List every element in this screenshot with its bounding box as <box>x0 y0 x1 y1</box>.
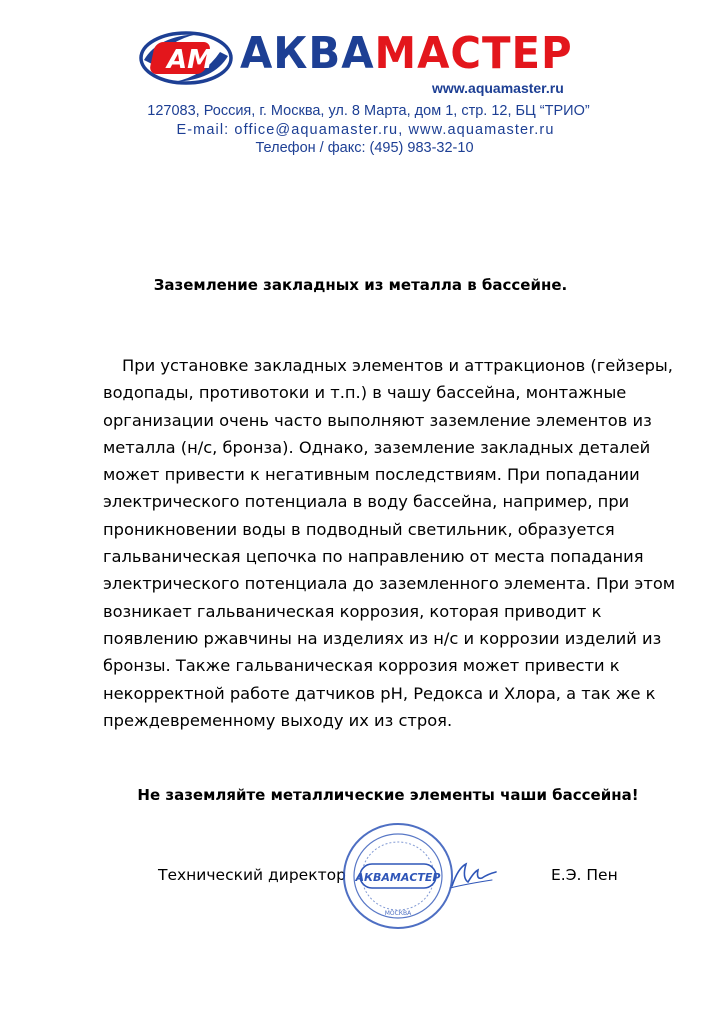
phone-line: Телефон / факс: (495) 983-32-10 <box>255 140 474 156</box>
brand-url: www.aquamaster.ru <box>432 80 564 96</box>
paragraph-line: бронзы. Также гальваническая коррозия может привести к <box>103 656 620 676</box>
brand-part-2: МАСТЕР <box>374 28 573 79</box>
company-logo-icon <box>138 30 234 86</box>
handwritten-signature-icon <box>448 858 500 892</box>
paragraph-line: электрического потенциала до заземленного элемента. При этом <box>103 574 676 594</box>
paragraph-line: может привести к негативным последствиям. При попадании <box>103 465 640 485</box>
brand-part-1: АКВА <box>240 28 375 79</box>
paragraph-line: появлению ржавчины на изделиях из н/с и коррозии изделий из <box>103 628 662 648</box>
brand-name <box>240 28 573 80</box>
document-title: Заземление закладных из металла в бассейне. <box>153 276 568 294</box>
address-line: 127083, Россия, г. Москва, ул. 8 Марта, дом 1, стр. 12, БЦ “ТРИО” <box>147 103 590 119</box>
body-paragraph <box>103 352 676 734</box>
paragraph-line: организации очень часто выполняют заземление элементов из <box>103 410 652 430</box>
stamp-text: АКВАМАСТЕР <box>355 871 441 884</box>
email-line: E-mail: office@aquamaster.ru, www.aquamaster.ru <box>176 122 555 138</box>
paragraph-line: преждевременному выходу их из строя. <box>103 710 453 730</box>
paragraph-line: гальваническая цепочка по направлению от места попадания <box>103 547 644 567</box>
paragraph-line: проникновении воды в подводный светильник, образуется <box>103 519 615 539</box>
paragraph-line: При установке закладных элементов и аттракционов (гейзеры, <box>122 356 673 375</box>
emblem-text: АМ <box>167 45 213 75</box>
stamp-ring-text: МОСКВА <box>384 910 412 917</box>
signer-role: Технический директор <box>158 866 346 884</box>
warning-text: Не заземляйте металлические элементы чаши бассейна! <box>137 786 639 804</box>
paragraph-line: некорректной работе датчиков рН, Редокса и Хлора, а так же к <box>103 683 656 703</box>
company-stamp-icon <box>340 820 456 932</box>
paragraph-line: металла (н/с, бронза). Однако, заземление закладных деталей <box>103 437 651 457</box>
signer-name: Е.Э. Пен <box>551 866 618 884</box>
paragraph-line: водопады, противотоки и т.п.) в чашу бассейна, монтажные <box>103 383 627 403</box>
paragraph-line: электрического потенциала в воду бассейна, например, при <box>103 492 630 512</box>
paragraph-line: возникает гальваническая коррозия, которая приводит к <box>103 601 602 621</box>
